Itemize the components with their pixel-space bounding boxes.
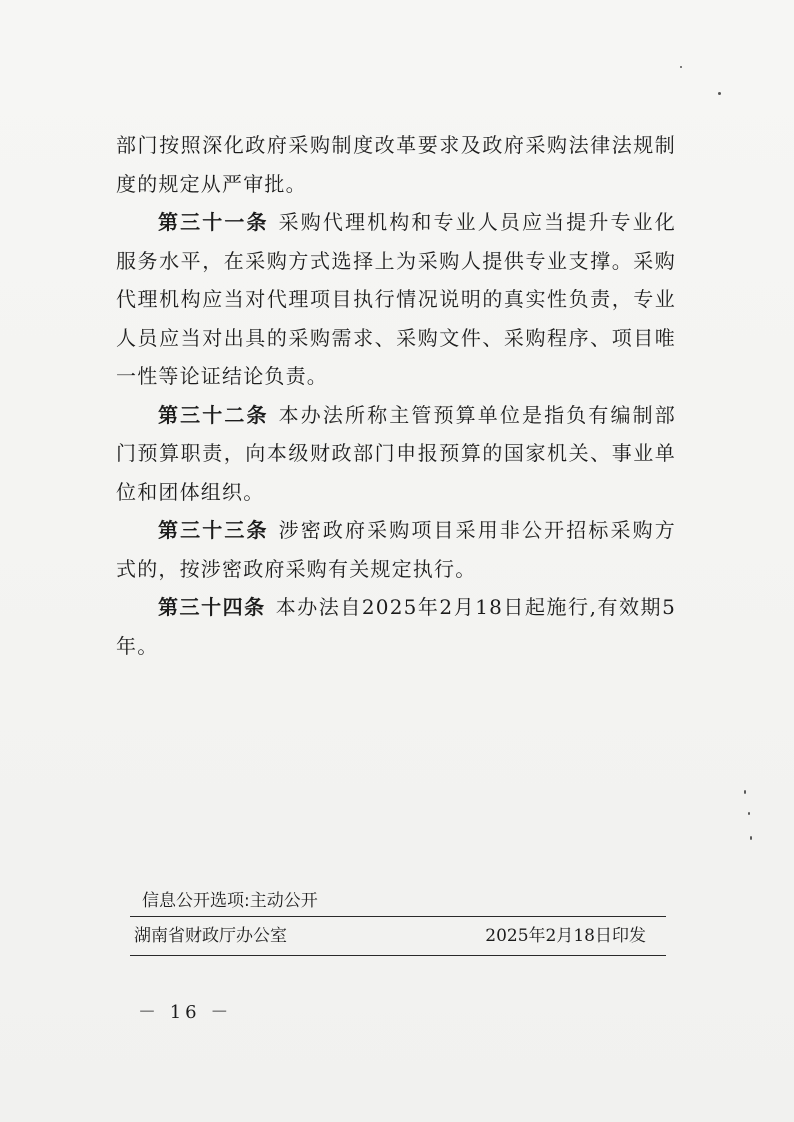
- article-heading: 第三十四条: [158, 595, 266, 619]
- article-34: [116, 588, 676, 665]
- issue-date: 2025年2月18日印发: [485, 926, 646, 946]
- document-footer: [130, 886, 666, 956]
- disclosure-option: 信息公开选项:主动公开: [130, 886, 666, 917]
- article-33: [116, 511, 676, 588]
- article-heading: 第三十三条: [158, 518, 269, 542]
- scan-speck: [680, 66, 682, 68]
- page-number: － 16 －: [138, 1002, 233, 1023]
- scan-speck: [718, 92, 721, 95]
- issuer-row: [130, 917, 666, 956]
- paragraph-continuation: [116, 126, 676, 203]
- paragraph-text: 部门按照深化政府采购制度改革要求及政府采购法律法规制度的规定从严审批。: [116, 133, 676, 196]
- scan-speck: [750, 836, 752, 840]
- scan-speck: [744, 790, 746, 794]
- body-text: [116, 126, 676, 665]
- article-text: 本办法自2025年2月18日起施行,有效期5年。: [116, 595, 677, 658]
- issuing-office: 湖南省财政厅办公室: [134, 926, 287, 946]
- article-text: 采购代理机构和专业人员应当提升专业化服务水平，在采购方式选择上为采购人提供专业支撑。采购代理机构应当对代理项目执行情况说明的真实性负责，专业人员应当对出具的采购需求、采购文件、采购程序、项目唯一性等论证结论负责。: [116, 210, 676, 388]
- article-heading: 第三十二条: [158, 402, 269, 427]
- article-heading: 第三十一条: [158, 210, 269, 234]
- article-text: 涉密政府采购项目采用非公开招标采购方式的，按涉密政府采购有关规定执行。: [116, 518, 676, 581]
- article-32: [116, 396, 676, 512]
- article-text: 本办法所称主管预算单位是指负有编制部门预算职责，向本级财政部门申报预算的国家机关、事业单位和团体组织。: [116, 402, 676, 504]
- article-31: [116, 203, 676, 396]
- scan-speck: [748, 812, 750, 815]
